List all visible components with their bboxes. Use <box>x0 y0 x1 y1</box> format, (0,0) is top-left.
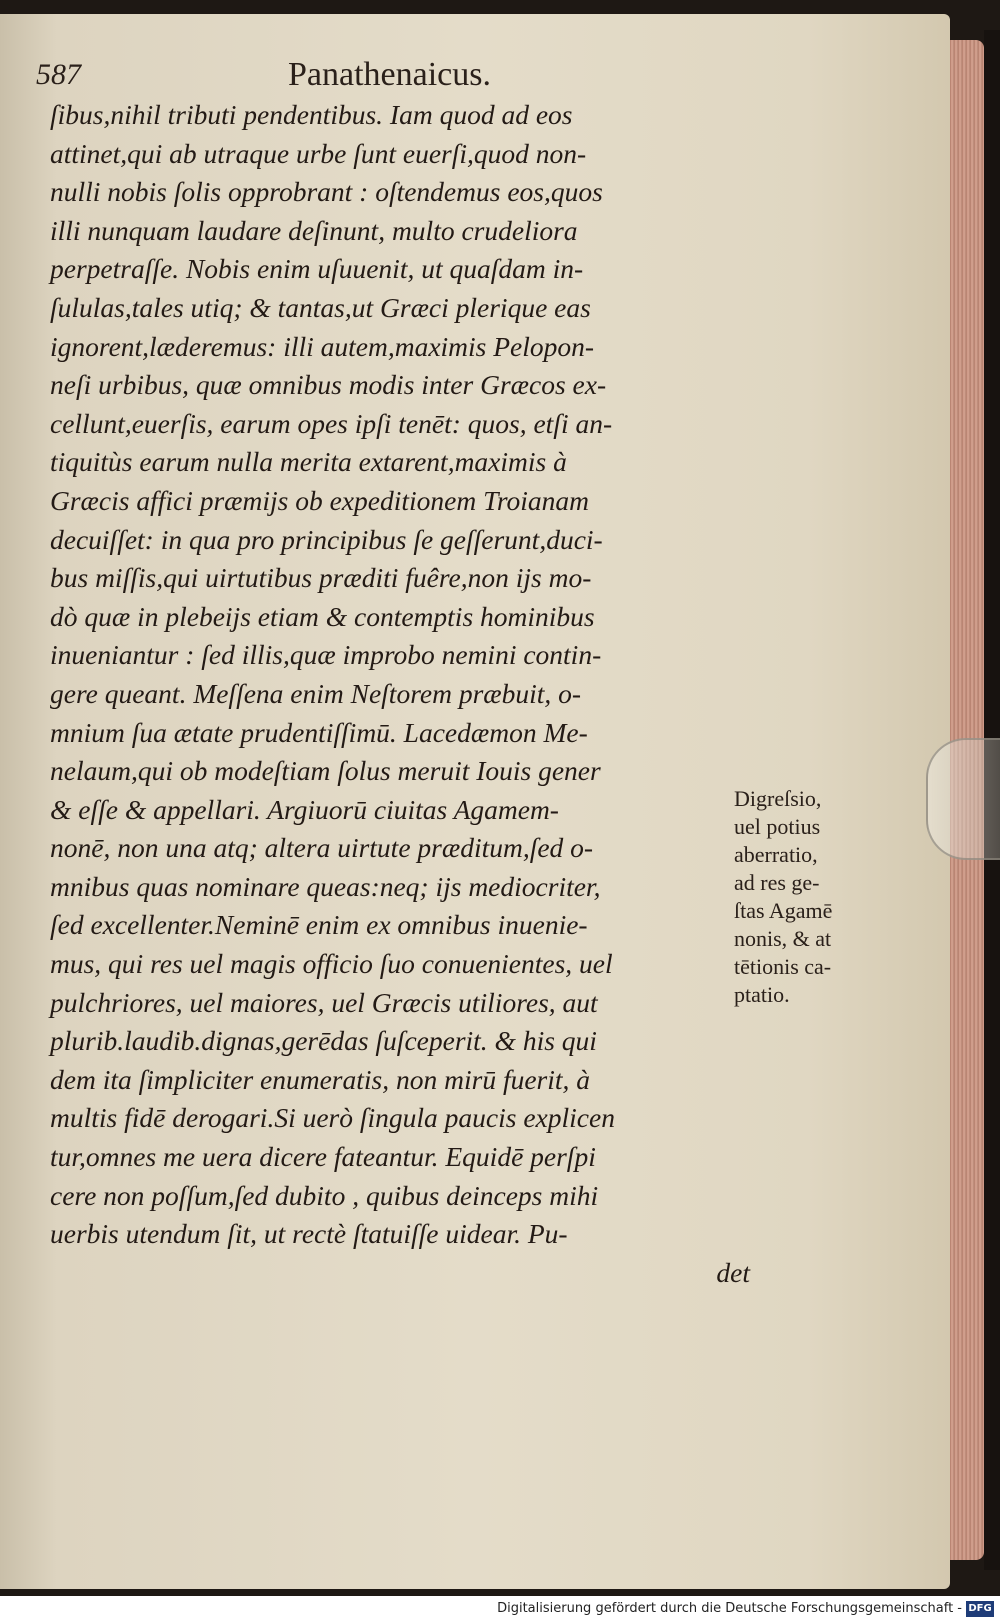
text-line: nulli nobis ſolis opprobrant : oſtendemus eos,quos <box>50 176 603 208</box>
text-line: cere non poſſum,ſed dubito , quibus deinceps mihi <box>50 1179 599 1211</box>
page-header <box>36 56 756 96</box>
text-line: mnium ſua ætate prudentiſſimū. Lacedæmon Me- <box>50 716 588 748</box>
text-line: cellunt,euerſis, earum opes ipſi tenēt: quos, etſi an- <box>50 407 613 439</box>
text-line: & eſſe & appellari. Argiuorū ciuitas Agamem- <box>50 793 559 825</box>
marginal-note-line: Digreſsio, <box>734 786 822 811</box>
text-line: uerbis utendum ſit, ut rectè ſtatuiſſe uidear. Pu- <box>50 1218 568 1250</box>
text-line: dem ita ſimpliciter enumeratis, non mirū fuerit, à <box>50 1063 591 1095</box>
text-line: pulchriores, uel maiores, uel Græcis utiliores, aut <box>50 986 598 1018</box>
marginal-note-line: nonis, & at <box>734 926 832 951</box>
main-text-block <box>50 96 750 1292</box>
marginal-note-line: ſtas Agamē <box>734 898 833 923</box>
text-line: ſed excellenter.Neminē enim ex omnibus inuenie- <box>50 909 588 941</box>
text-line: plurib.laudib.dignas,gerēdas ſuſceperit. & his qui <box>50 1025 597 1057</box>
text-line: dò quæ in plebeijs etiam & contemptis hominibus <box>50 600 595 632</box>
text-line: illi nunquam laudare deſinunt, multo crudeliora <box>50 214 578 246</box>
marginal-note-line: ptatio. <box>734 982 790 1007</box>
text-line: inueniantur : ſed illis,quæ improbo nemini contin- <box>50 639 602 671</box>
text-line: decuiſſet: in qua pro principibus ſe geſſerunt,duci- <box>50 523 603 555</box>
marginal-note-line: tētionis ca- <box>734 954 832 979</box>
text-line: Græcis affici præmijs ob expeditionem Troianam <box>50 484 590 516</box>
marginal-note-line: uel potius <box>734 814 821 839</box>
text-line: perpetraſſe. Nobis enim uſuuenit, ut quaſdam in- <box>50 253 584 285</box>
text-line: mus, qui res uel magis officio ſuo conuenientes, uel <box>50 948 613 980</box>
marginal-note <box>734 785 874 1009</box>
text-line: tiquitùs earum nulla merita extarent,maximis à <box>50 446 567 478</box>
dfg-logo: DFG <box>966 1601 994 1617</box>
text-line: neſi urbibus, quæ omnibus modis inter Græcos ex- <box>50 369 607 401</box>
text-line: gere queant. Meſſena enim Neſtorem præbuit, o- <box>50 677 582 709</box>
digitization-footer <box>0 1596 1000 1623</box>
text-line: tur,omnes me uera dicere fateantur. Equidē perſpi <box>50 1141 596 1173</box>
text-line: ſululas,tales utiq; & tantas,ut Græci plerique eas <box>50 291 591 323</box>
text-line: nonē, non una atq; altera uirtute præditum,ſed o- <box>50 832 594 864</box>
text-line: ignorent,læderemus: illi autem,maximis Pelopon- <box>50 330 595 362</box>
running-head: Panathenaicus. <box>288 56 491 93</box>
text-line: attinet,qui ab utraque urbe ſunt euerſi,quod non- <box>50 137 587 169</box>
marginal-note-line: ad res ge- <box>734 870 820 895</box>
page-clip <box>926 738 1000 860</box>
text-line: ſibus,nihil tributi pendentibus. Iam quod ad eos <box>50 99 573 130</box>
marginal-note-line: aberratio, <box>734 842 818 867</box>
text-line: bus miſſis,qui uirtutibus præditi fuêre,non ijs mo- <box>50 562 592 594</box>
text-line: multis fidē derogari.Si uerò ſingula paucis explicen <box>50 1102 615 1134</box>
text-line: nelaum,qui ob modeſtiam ſolus meruit Iouis gener <box>50 755 601 787</box>
catchword: det <box>716 1256 750 1288</box>
text-line: mnibus quas nominare queas:neq; ijs mediocriter, <box>50 870 601 902</box>
page-number: 587 <box>36 58 81 91</box>
footer-credit: Digitalisierung gefördert durch die Deutsche Forschungsgemeinschaft - <box>497 1601 962 1616</box>
